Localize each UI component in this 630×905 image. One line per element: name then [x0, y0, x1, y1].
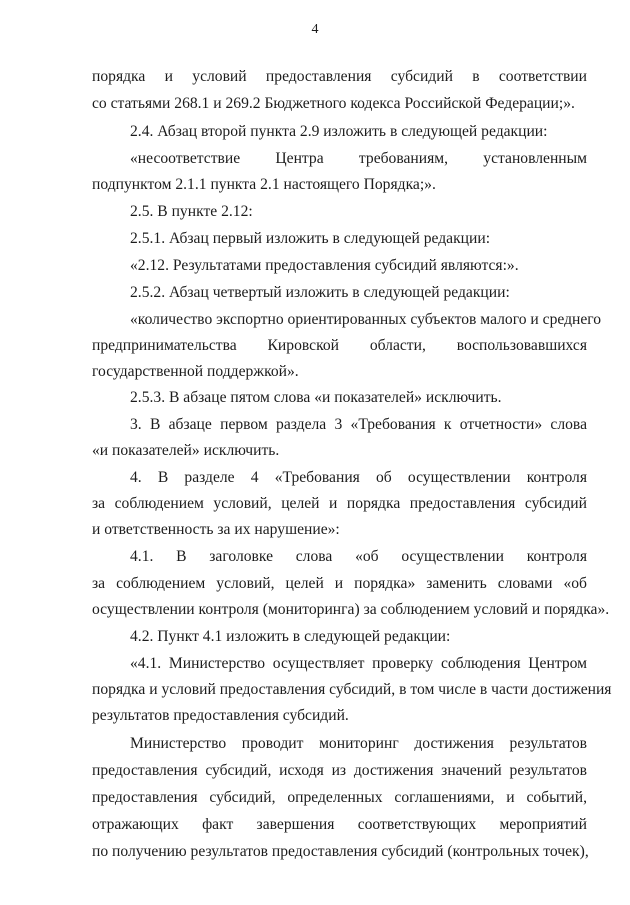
- text-line: предоставления субсидий, определенных соглашениями, и событий,: [92, 789, 587, 806]
- text-line: предоставления субсидий, исходя из достижения значений результатов: [92, 762, 587, 779]
- text-line: за соблюдением условий, целей и порядка предоставления субсидий: [92, 495, 587, 512]
- text-line: Министерство проводит мониторинг достижения результатов: [130, 735, 587, 752]
- text-line: 4.1. В заголовке слова «об осуществлении контроля: [130, 548, 587, 565]
- text-line: за соблюдением условий, целей и порядка» заменить словами «об: [92, 575, 587, 592]
- text-line: 2.4. Абзац второй пункта 2.9 изложить в следующей редакции:: [130, 123, 548, 140]
- text-line: порядка и условий предоставления субсидий в соответствии: [92, 68, 587, 85]
- page-number: 4: [311, 22, 319, 37]
- text-line: 4. В разделе 4 «Требования об осуществлении контроля: [130, 469, 587, 486]
- text-line: 2.5.1. Абзац первый изложить в следующей редакции:: [130, 230, 491, 247]
- text-line: осуществлении контроля (мониторинга) за соблюдением условий и порядка».: [92, 601, 610, 618]
- text-line: «4.1. Министерство осуществляет проверку соблюдения Центром: [130, 655, 587, 672]
- text-line: 2.5.3. В абзаце пятом слова «и показателей» исключить.: [130, 389, 502, 406]
- text-line: 3. В абзаце первом раздела 3 «Требования к отчетности» слова: [130, 416, 587, 433]
- text-line: и ответственность за их нарушение»:: [92, 521, 340, 538]
- text-line: «и показателей» исключить.: [92, 442, 280, 459]
- text-line: порядка и условий предоставления субсидий, в том числе в части достижения: [92, 681, 612, 698]
- text-line: результатов предоставления субсидий.: [92, 707, 349, 724]
- text-line: 2.5.2. Абзац четвертый изложить в следующей редакции:: [130, 284, 510, 301]
- text-line: «2.12. Результатами предоставления субсидий являются:».: [130, 257, 519, 274]
- text-line: 2.5. В пункте 2.12:: [130, 203, 253, 220]
- text-line: предпринимательства Кировской области, воспользовавшихся: [92, 337, 587, 354]
- text-line: 4.2. Пункт 4.1 изложить в следующей редакции:: [130, 628, 451, 645]
- text-line: государственной поддержкой».: [92, 363, 299, 380]
- text-line: по получению результатов предоставления субсидий (контрольных точек),: [92, 843, 589, 860]
- text-line: «количество экспортно ориентированных субъектов малого и среднего: [130, 311, 602, 328]
- text-line: отражающих факт завершения соответствующих мероприятий: [92, 816, 587, 833]
- text-line: «несоответствие Центра требованиям, установленным: [130, 150, 587, 167]
- text-line: подпунктом 2.1.1 пункта 2.1 настоящего Порядка;».: [92, 176, 436, 193]
- text-line: со статьями 268.1 и 269.2 Бюджетного кодекса Российской Федерации;».: [92, 95, 575, 112]
